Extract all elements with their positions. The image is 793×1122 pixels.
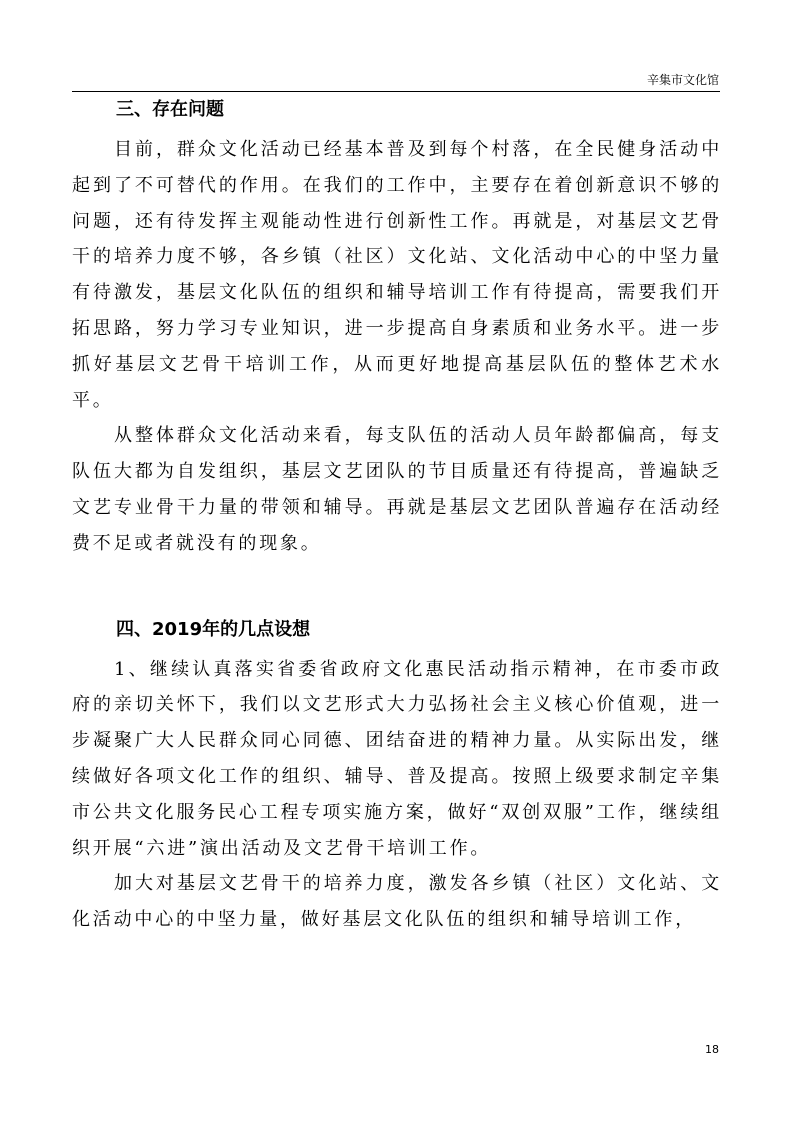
section-4-paragraph-2: 加大对基层文艺骨干的培养力度，激发各乡镇（社区）文化站、文化活动中心的中坚力量，做好基层文化队伍的组织和辅导培训工作， [72, 873, 722, 931]
document-body [72, 92, 722, 938]
section-3-heading: 三、存在问题 [116, 99, 224, 120]
section-4-heading: 四、2019年的几点设想 [116, 618, 311, 640]
page-number: 18 [705, 1043, 719, 1056]
section-4-paragraph-1: 1、继续认真落实省委省政府文化惠民活动指示精神，在市委市政府的亲切关怀下，我们以文艺形式大力弘扬社会主义核心价值观，进一步凝聚广大人民群众同心同德、团结奋进的精神力量。从实际出发，继续做好各项文化工作的组织、辅导、普及提高。按照上级要求制定辛集市公共文化服务民心工程专项实施方案，做好“双创双服”工作，继续组织开展“六进”演出活动及文艺骨干培训工作。 [72, 658, 722, 859]
section-3-paragraph-2: 从整体群众文化活动来看，每支队伍的活动人员年龄都偏高，每支队伍大都为自发组织，基层文艺团队的节目质量还有待提高，普遍缺乏文艺专业骨干力量的带领和辅导。再就是基层文艺团队普遍存在活动经费不足或者就没有的现象。 [72, 425, 722, 554]
page-header-org-name: 辛集市文化馆 [646, 73, 719, 87]
section-3-paragraph-1: 目前，群众文化活动已经基本普及到每个村落，在全民健身活动中起到了不可替代的作用。在我们的工作中，主要存在着创新意识不够的问题，还有待发挥主观能动性进行创新性工作。再就是，对基层文艺骨干的培养力度不够，各乡镇（社区）文化站、文化活动中心的中坚力量有待激发，基层文化队伍的组织和辅导培训工作有待提高，需要我们开拓思路，努力学习专业知识，进一步提高自身素质和业务水平。进一步抓好基层文艺骨干培训工作，从而更好地提高基层队伍的整体艺术水平。 [72, 139, 722, 411]
section-gap [72, 562, 722, 612]
